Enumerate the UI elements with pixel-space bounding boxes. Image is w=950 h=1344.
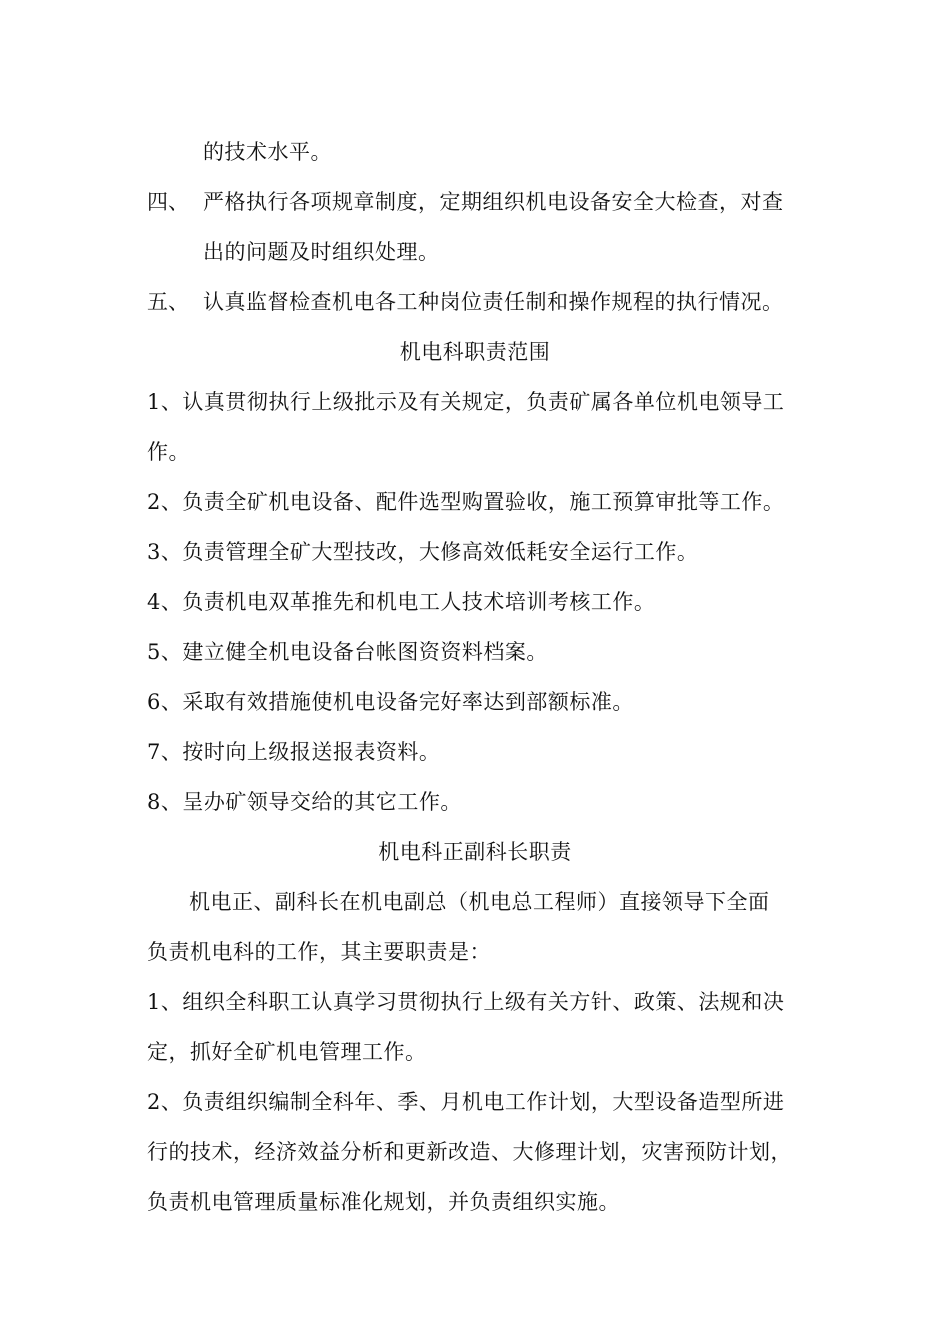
scope-item-7: 7、按时向上级报送报表资料。 [147,740,441,764]
item-marker-4: 四、 [147,190,189,214]
scope-item-5: 5、建立健全机电设备台帐图资资料档案。 [147,640,548,664]
section-title-chief-duties: 机电科正副科长职责 [378,840,572,864]
chief-item-2-line-1: 2、负责组织编制全科年、季、月机电工作计划，大型设备造型所进 [147,1090,785,1114]
chief-item-1-line-1: 1、组织全科职工认真学习贯彻执行上级有关方针、政策、法规和决 [147,990,785,1014]
scope-item-6: 6、采取有效措施使机电设备完好率达到部额标准。 [147,690,634,714]
item-marker-5: 五、 [147,290,189,314]
item-5-line-1: 认真监督检查机电各工种岗位责任制和操作规程的执行情况。 [203,290,784,314]
scope-item-8: 8、呈办矿领导交给的其它工作。 [147,790,462,814]
chief-intro-line-1: 机电正、副科长在机电副总（机电总工程师）直接领导下全面 [189,890,770,914]
scope-item-1-line-2: 作。 [147,440,190,464]
chief-item-2-line-2: 行的技术，经济效益分析和更新改造、大修理计划，灾害预防计划， [147,1140,792,1164]
section-title-scope: 机电科职责范围 [399,340,551,364]
scope-item-2: 2、负责全矿机电设备、配件选型购置验收，施工预算审批等工作。 [147,490,785,514]
scope-item-1-line-1: 1、认真贯彻执行上级批示及有关规定，负责矿属各单位机电领导工 [147,390,785,414]
item-4-line-2: 出的问题及时组织处理。 [203,240,440,264]
chief-intro-line-2: 负责机电科的工作，其主要职责是： [147,940,491,964]
item-4-line-1: 严格执行各项规章制度，定期组织机电设备安全大检查，对查 [203,190,784,214]
scope-item-4: 4、负责机电双革推先和机电工人技术培训考核工作。 [147,590,656,614]
continuation-text: 的技术水平。 [203,140,332,164]
chief-item-2-line-3: 负责机电管理质量标准化规划，并负责组织实施。 [147,1190,620,1214]
scope-item-3: 3、负责管理全矿大型技改，大修高效低耗安全运行工作。 [147,540,699,564]
chief-item-1-line-2: 定，抓好全矿机电管理工作。 [147,1040,427,1064]
